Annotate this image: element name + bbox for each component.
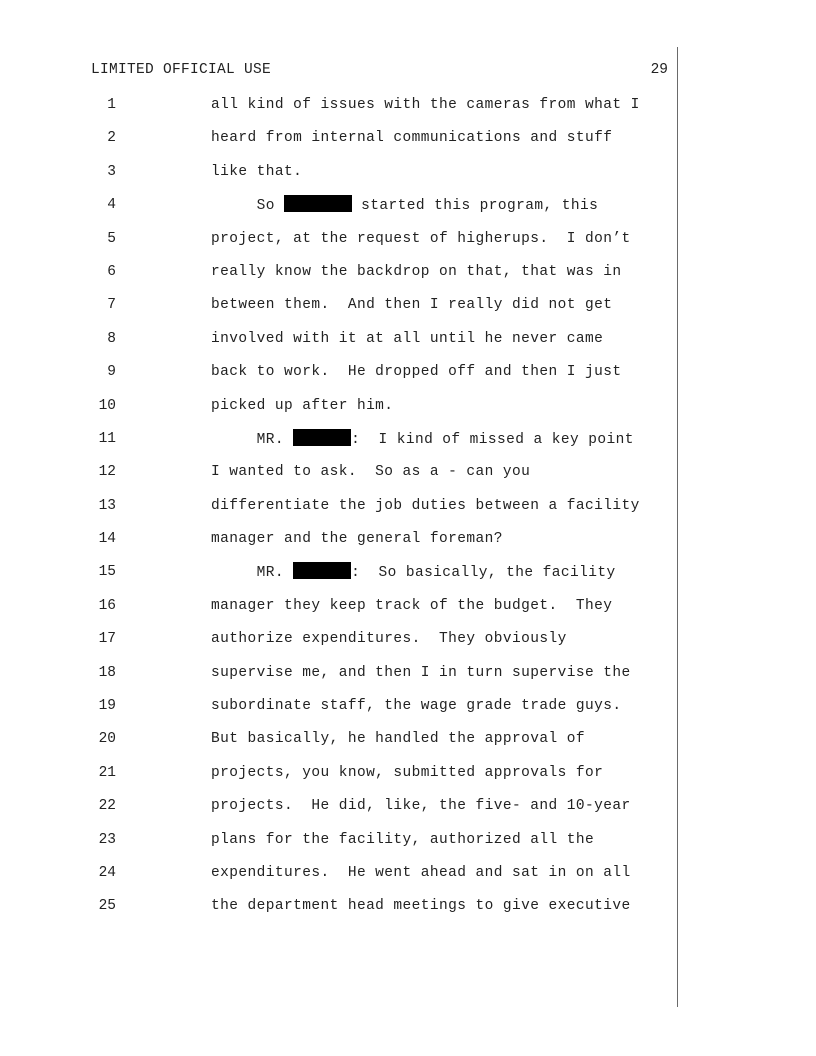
transcript-line xyxy=(0,896,680,929)
transcript-line xyxy=(0,229,680,262)
text-segment: I wanted to ask. So as a - can you xyxy=(211,464,531,481)
text-segment: like that. xyxy=(211,163,303,180)
line-text xyxy=(211,529,503,549)
transcript-line xyxy=(0,162,680,195)
line-number: 7 xyxy=(107,297,116,314)
line-number: 1 xyxy=(107,97,116,113)
transcript-line xyxy=(0,128,680,161)
line-number: 15 xyxy=(98,564,116,581)
line-number: 21 xyxy=(98,764,116,781)
text-segment: MR. xyxy=(211,431,294,448)
text-segment: projects, you know, submitted approvals for xyxy=(211,764,604,781)
transcript-line xyxy=(0,462,680,495)
text-segment: subordinate staff, the wage grade trade guys. xyxy=(211,698,622,715)
text-segment: the department head meetings to give executive xyxy=(211,898,631,915)
text-segment: heard from internal communications and stuff xyxy=(211,130,613,147)
transcript-line xyxy=(0,396,680,429)
line-text xyxy=(211,763,603,783)
line-text xyxy=(211,663,631,683)
line-number: 4 xyxy=(107,197,116,214)
redaction-box xyxy=(284,195,352,212)
line-number: 14 xyxy=(98,531,116,548)
line-number: 23 xyxy=(98,831,116,848)
line-number: 24 xyxy=(98,864,116,881)
transcript-line xyxy=(0,362,680,395)
transcript-line xyxy=(0,195,680,228)
text-segment: involved with it at all until he never came xyxy=(211,330,604,347)
line-number: 10 xyxy=(98,397,116,414)
transcript-line xyxy=(0,562,680,595)
text-segment: authorize expenditures. They obviously xyxy=(211,631,567,648)
transcript-line xyxy=(0,629,680,662)
classification-header: LIMITED OFFICIAL USE xyxy=(91,62,272,78)
text-segment: But basically, he handled the approval of xyxy=(211,731,585,748)
transcript-line xyxy=(0,796,680,829)
line-text xyxy=(211,95,640,115)
text-segment: manager and the general foreman? xyxy=(211,531,503,548)
text-segment: expenditures. He went ahead and sat in on all xyxy=(211,864,631,881)
line-text xyxy=(211,496,640,516)
text-segment: picked up after him. xyxy=(211,397,394,414)
line-text xyxy=(211,262,621,282)
line-number: 13 xyxy=(98,497,116,514)
line-number: 2 xyxy=(107,130,116,147)
line-text xyxy=(211,830,594,850)
line-number: 6 xyxy=(107,263,116,280)
text-segment: projects. He did, like, the five- and 10-year xyxy=(211,798,631,815)
line-number: 19 xyxy=(98,698,116,715)
transcript-line xyxy=(0,596,680,629)
line-text xyxy=(211,863,631,883)
line-number: 12 xyxy=(98,464,116,481)
text-segment: : I kind of missed a key point xyxy=(351,431,634,448)
line-text xyxy=(211,162,302,182)
line-text xyxy=(211,629,567,649)
text-segment: differentiate the job duties between a facility xyxy=(211,497,640,514)
line-text xyxy=(211,429,634,450)
line-number: 20 xyxy=(98,731,116,748)
text-segment: project, at the request of higherups. I don’t xyxy=(211,230,631,247)
transcript-line xyxy=(0,830,680,863)
line-number: 25 xyxy=(98,898,116,915)
transcript-line xyxy=(0,696,680,729)
line-text xyxy=(211,396,393,416)
text-segment: supervise me, and then I in turn supervise the xyxy=(211,664,631,681)
transcript-line xyxy=(0,529,680,562)
line-text xyxy=(211,229,631,249)
transcript-line xyxy=(0,429,680,462)
redaction-box xyxy=(293,562,351,579)
transcript-line xyxy=(0,295,680,328)
transcript-line xyxy=(0,863,680,896)
line-text xyxy=(211,596,612,616)
text-segment: So xyxy=(211,198,284,215)
redaction-box xyxy=(293,429,351,446)
line-text xyxy=(211,462,530,482)
transcript-line xyxy=(0,95,680,128)
line-number: 11 xyxy=(98,430,116,447)
line-number: 17 xyxy=(98,631,116,648)
line-number: 22 xyxy=(98,798,116,815)
transcript-line xyxy=(0,663,680,696)
transcript-line xyxy=(0,496,680,529)
text-segment: manager they keep track of the budget. They xyxy=(211,597,613,614)
line-number: 5 xyxy=(107,230,116,247)
line-text xyxy=(211,562,616,583)
text-segment: started this program, this xyxy=(351,198,599,215)
line-text xyxy=(211,796,631,816)
transcript-line xyxy=(0,262,680,295)
page-number: 29 xyxy=(650,62,668,78)
line-text xyxy=(211,362,621,382)
text-segment: really know the backdrop on that, that was in xyxy=(211,263,622,280)
line-number: 8 xyxy=(107,330,116,347)
line-text xyxy=(211,696,621,716)
text-segment: back to work. He dropped off and then I just xyxy=(211,364,622,381)
line-text xyxy=(211,329,603,349)
transcript-line xyxy=(0,729,680,762)
line-number: 18 xyxy=(98,664,116,681)
line-text xyxy=(211,195,598,216)
line-number: 9 xyxy=(107,364,116,381)
text-segment: between them. And then I really did not get xyxy=(211,297,613,314)
text-segment: plans for the facility, authorized all the xyxy=(211,831,595,848)
text-segment: all kind of issues with the cameras from what I xyxy=(211,97,640,113)
line-number: 16 xyxy=(98,597,116,614)
transcript-line xyxy=(0,329,680,362)
text-segment: : So basically, the facility xyxy=(351,565,616,582)
line-text xyxy=(211,729,585,749)
transcript-lines xyxy=(0,95,680,930)
line-text xyxy=(211,896,631,916)
text-segment: MR. xyxy=(211,565,294,582)
line-number: 3 xyxy=(107,163,116,180)
line-text xyxy=(211,128,612,148)
line-text xyxy=(211,295,612,315)
transcript-line xyxy=(0,763,680,796)
